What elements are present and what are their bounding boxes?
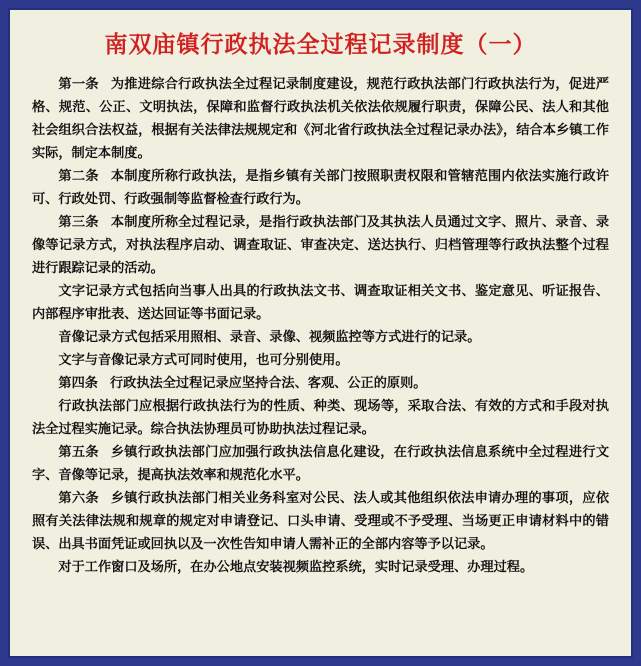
- paragraph-article-6-detail: [32, 556, 609, 579]
- paragraph-article-2: [32, 165, 609, 211]
- paragraph-text: 行政执法部门应根据行政执法行为的性质、种类、现场等，采取合法、有效的方式和手段对执法全过程实施记录。综合执法协理员可协助执法过程记录。: [32, 399, 609, 437]
- paragraph-text: 本制度所称行政执法，是指乡镇有关部门按照职责权限和管辖范围内依法实施行政许可、行政处罚、行政强制等监督检查行政行为。: [32, 169, 610, 207]
- paragraph-article-5: [32, 441, 609, 487]
- paragraph-text: 为推进综合行政执法全过程记录制度建设，规范行政执法部门行政执法行为，促进严格、规范、公正、文明执法，保障和监督行政执法机关依法依规履行职责，保障公民、法人和其他社会组织合法权益，根据有关法律法规规定和《河北省行政执法全过程记录办法》，结合本乡镇工作实际，制定本制度。: [32, 77, 610, 161]
- article-number: 第五条: [58, 445, 99, 460]
- paragraph-text: 文字记录方式包括向当事人出具的行政执法文书、调查取证相关文书、鉴定意见、听证报告、内部程序审批表、送达回证等书面记录。: [32, 284, 609, 322]
- paragraph-audio-video-records: [32, 326, 609, 349]
- paragraph-text: 乡镇行政执法部门应加强行政执法信息化建设，在行政执法信息系统中全过程进行文字、音像等记录，提高执法效率和规范化水平。: [32, 445, 610, 483]
- paragraph-article-6: [32, 487, 609, 556]
- document-title: 南双庙镇行政执法全过程记录制度（一）: [104, 32, 537, 58]
- paragraph-text: 音像记录方式包括采用照相、录音、录像、视频监控等方式进行的记录。: [58, 330, 481, 345]
- document-panel: [8, 8, 633, 658]
- paragraph-text: 乡镇行政执法部门相关业务科室对公民、法人或其他组织依法申请办理的事项，应依照有关法律法规和规章的规定对申请登记、口头申请、受理或不予受理、当场更正申请材料中的错误、出具书面凭证或回执以及一次性告知申请人需补正的全部内容等予以记录。: [32, 491, 610, 552]
- article-number: 第三条: [58, 215, 99, 230]
- paragraph-text: 文字与音像记录方式可同时使用，也可分别使用。: [58, 353, 349, 368]
- paragraph-text: 本制度所称全过程记录，是指行政执法部门及其执法人员通过文字、照片、录音、录像等记录方式，对执法程序启动、调查取证、审查决定、送达执行、归档管理等行政执法整个过程进行跟踪记录的活动。: [32, 215, 610, 276]
- paragraph-text: 对于工作窗口及场所，在办公地点安装视频监控系统，实时记录受理、办理过程。: [58, 560, 534, 575]
- paragraph-text: 行政执法全过程记录应坚持合法、客观、公正的原则。: [109, 376, 427, 391]
- article-number: 第二条: [58, 169, 99, 184]
- article-number: 第一条: [58, 77, 99, 92]
- paragraph-article-4: [32, 372, 609, 395]
- paragraph-combined-records: [32, 349, 609, 372]
- paragraph-article-4-detail: [32, 395, 609, 441]
- article-number: 第四条: [58, 376, 98, 391]
- paragraph-text-records: [32, 280, 609, 326]
- paragraph-article-1: [32, 73, 609, 165]
- article-number: 第六条: [58, 491, 99, 506]
- paragraph-article-3: [32, 211, 609, 280]
